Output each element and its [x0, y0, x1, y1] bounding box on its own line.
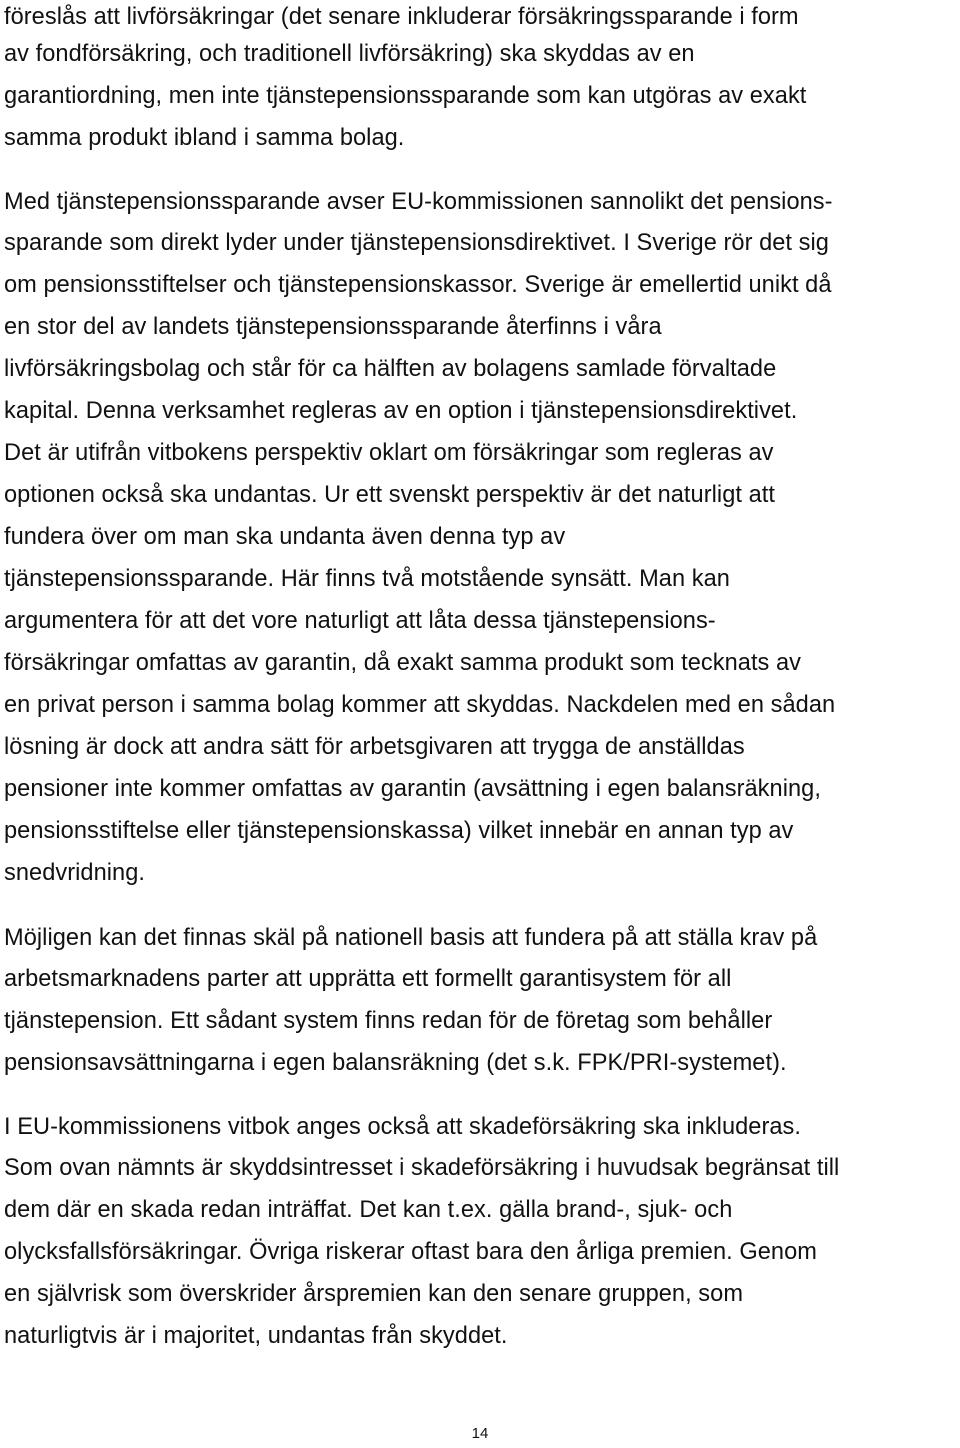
text-line: av fondförsäkring, och traditionell livförsäkring) ska skyddas av en [4, 41, 695, 67]
text-line: arbetsmarknadens parter att upprätta ett formellt garantisystem för all [4, 966, 732, 992]
text-line: livförsäkringsbolag och står för ca hälften av bolagens samlade förvaltade [4, 356, 777, 382]
text-line: olycksfallsförsäkringar. Övriga riskerar oftast bara den årliga premien. Genom [4, 1239, 817, 1265]
page-number: 14 [471, 1425, 489, 1442]
text-line: garantiordning, men inte tjänstepensionssparande som kan utgöras av exakt [4, 83, 807, 109]
text-line: optionen också ska undantas. Ur ett svenskt perspektiv är det naturligt att [4, 482, 775, 508]
text-line: föreslås att livförsäkringar (det senare inkluderar försäkringssparande i form [4, 4, 799, 30]
text-line: en stor del av landets tjänstepensionssparande återfinns i våra [4, 314, 662, 340]
text-line: fundera över om man ska undanta även denna typ av [4, 524, 566, 550]
text-line: sparande som direkt lyder under tjänstepensionsdirektivet. I Sverige rör det sig [4, 230, 829, 256]
text-line: lösning är dock att andra sätt för arbetsgivaren att trygga de anställdas [4, 734, 745, 760]
text-line: tjänstepensionssparande. Här finns två motstående synsätt. Man kan [4, 566, 730, 592]
text-line: Möjligen kan det finnas skäl på nationell basis att fundera på att ställa krav på [4, 925, 818, 951]
text-line: dem där en skada redan inträffat. Det kan t.ex. gälla brand-, sjuk- och [4, 1197, 733, 1223]
text-line: samma produkt ibland i samma bolag. [4, 125, 405, 151]
text-line: kapital. Denna verksamhet regleras av en option i tjänstepensionsdirektivet. [4, 398, 798, 424]
text-line: snedvridning. [4, 860, 145, 886]
text-line: pensioner inte kommer omfattas av garantin (avsättning i egen balansräkning, [4, 776, 821, 802]
text-line: en självrisk som överskrider årspremien kan den senare gruppen, som [4, 1281, 744, 1307]
text-line: Det är utifrån vitbokens perspektiv oklart om försäkringar som regleras av [4, 440, 774, 466]
text-line: om pensionsstiftelser och tjänstepensionskassor. Sverige är emellertid unikt då [4, 272, 832, 298]
text-line: argumentera för att det vore naturligt att låta dessa tjänstepensions- [4, 608, 716, 634]
text-line: Med tjänstepensionssparande avser EU-kommissionen sannolikt det pensions- [4, 189, 833, 215]
text-line: naturligtvis är i majoritet, undantas från skyddet. [4, 1323, 508, 1349]
text-line: pensionsavsättningarna i egen balansräkning (det s.k. FPK/PRI-systemet). [4, 1050, 787, 1076]
text-line: pensionsstiftelse eller tjänstepensionskassa) vilket innebär en annan typ av [4, 818, 794, 844]
text-line: en privat person i samma bolag kommer att skyddas. Nackdelen med en sådan [4, 692, 836, 718]
text-line: tjänstepension. Ett sådant system finns redan för de företag som behåller [4, 1008, 773, 1034]
text-line: I EU-kommissionens vitbok anges också att skadeförsäkring ska inkluderas. [4, 1114, 802, 1140]
text-line: Som ovan nämnts är skyddsintresset i skadeförsäkring i huvudsak begränsat till [4, 1155, 840, 1181]
text-line: försäkringar omfattas av garantin, då exakt samma produkt som tecknats av [4, 650, 802, 676]
